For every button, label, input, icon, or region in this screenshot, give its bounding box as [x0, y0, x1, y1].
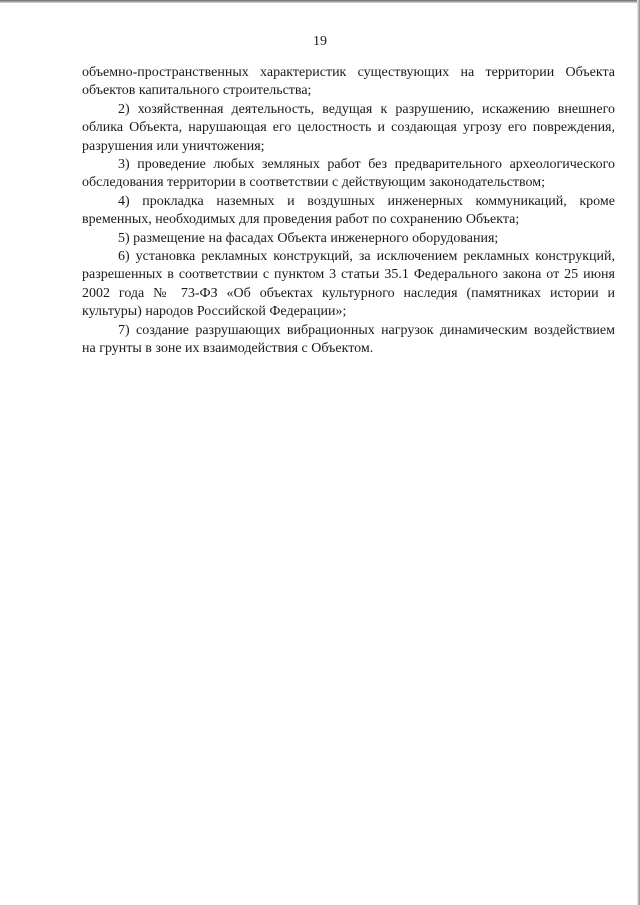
list-item-4: 4) прокладка наземных и воздушных инженерных коммуникаций, кроме временных, необходимых для проведения работ по сохранению Объекта; — [82, 193, 615, 228]
list-item-2: 2) хозяйственная деятельность, ведущая к разрушению, искажению внешнего облика Объекта, нарушающая его целостность и создающая угрозу его повреждения, разрушения или уничтожения; — [82, 101, 615, 154]
scan-edge-top — [0, 0, 640, 3]
document-body — [82, 64, 615, 359]
list-item-7: 7) создание разрушающих вибрационных нагрузок динамическим воздействием на грунты в зоне их взаимодействия с Объектом. — [82, 322, 615, 357]
list-item-3: 3) проведение любых земляных работ без предварительного археологического обследования территории в соответствии с действующим законодательством; — [82, 157, 615, 191]
page-number: 19 — [313, 34, 327, 49]
list-item-5: 5) размещение на фасадах Объекта инженерного оборудования; — [118, 230, 499, 246]
paragraph-continuation: объемно-пространственных характеристик существующих на территории Объекта объектов капитального строительства; — [82, 65, 615, 99]
list-item-6: 6) установка рекламных конструкций, за исключением рекламных конструкций, разрешенных в соответствии с пунктом 3 статьи 35.1 Федерального закона от 25 июня 2002 года № 73-ФЗ «Об объектах культурного наследия (памятниках истории и культуры) народов Российской Федерации»; — [82, 249, 615, 320]
